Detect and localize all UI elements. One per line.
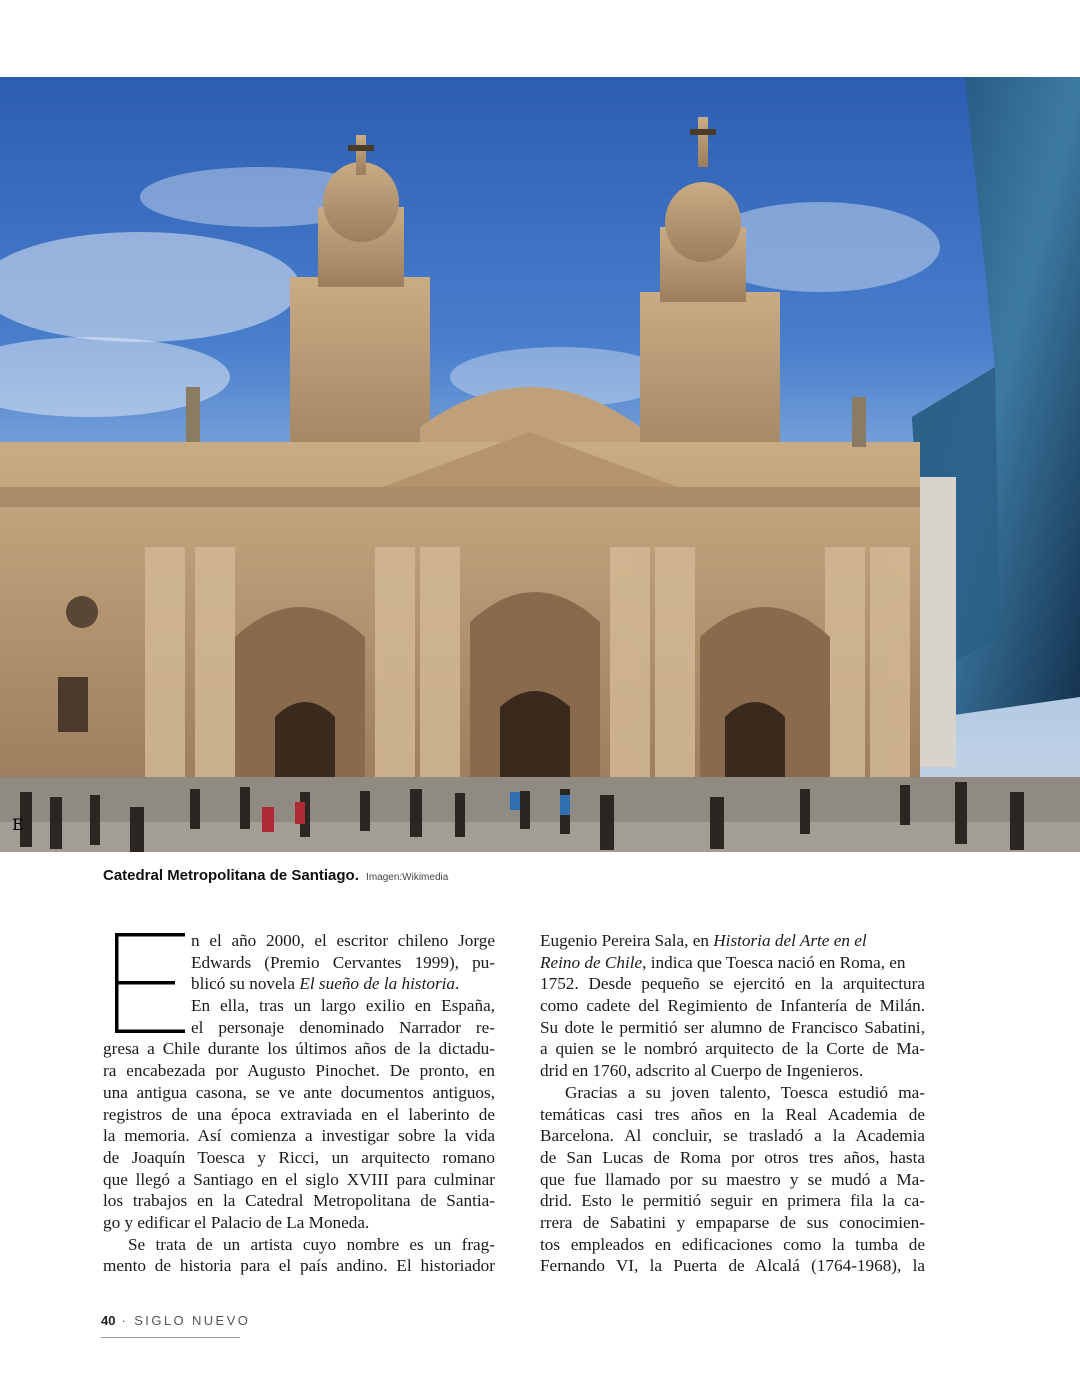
text-line: Se trata de un artista cuyo nombre es un frag- <box>128 1234 495 1254</box>
text-line: Fernando VI, la Puerta de Alcalá (1764-1968), la <box>540 1256 925 1276</box>
text-line: Barcelona. Al concluir, se trasladó a la Academia <box>540 1126 925 1146</box>
footer-rule <box>101 1337 240 1338</box>
text-line: Su dote le permitió ser alumno de Francisco Sabatini, <box>540 1017 925 1037</box>
text-line: gresa a Chile durante los últimos años de la dictadu- <box>103 1039 495 1059</box>
text-line: mento de historia para el país andino. El historiador <box>103 1256 495 1276</box>
text-line: ra encabezada por Augusto Pinochet. De pronto, en <box>103 1061 495 1081</box>
text-line: 1752. Desde pequeño se ejercitó en la arquitectura <box>540 974 925 994</box>
footer-separator: · <box>121 1313 129 1328</box>
article-column-right <box>540 930 925 1277</box>
text-line: Reino de Chile, indica que Toesca nació en Roma, en <box>540 952 906 972</box>
text-line: blicó su novela El sueño de la historia. <box>191 974 460 994</box>
text-line: tos empleados en edificaciones como la tumba de <box>540 1234 925 1254</box>
text-line: registros de una época extraviada en el laberinto de <box>103 1104 495 1124</box>
book-title: El sueño de la historia <box>299 974 455 994</box>
text-line: drid. Esto le permitió seguir en primera fila la ca- <box>540 1191 925 1211</box>
text-line: de San Lucas de Roma por otros tres años, hasta <box>540 1147 925 1167</box>
cathedral-photo <box>0 77 1080 852</box>
caption-credit: Imagen:Wikimedia <box>366 872 449 883</box>
article-column-left <box>103 930 495 1277</box>
page-footer <box>101 1313 250 1328</box>
text-line: como cadete del Regimiento de Infantería de Milán. <box>540 996 925 1016</box>
photo-caption <box>103 866 448 888</box>
book-title: Historia del Arte en el <box>713 931 867 950</box>
magazine-name: SIGLO NUEVO <box>134 1313 251 1328</box>
text-line: que fue llamado por su maestro y se mudó a Ma- <box>540 1169 925 1189</box>
text-line: a quien se le nombró arquitecto de la Corte de Ma- <box>540 1039 925 1059</box>
text-line: drid en 1760, adscrito al Cuerpo de Ingenieros. <box>540 1061 864 1081</box>
text-line: que llegó a Santiago en el siglo XVIII para culminar <box>103 1169 495 1189</box>
text-line: n el año 2000, el escritor chileno Jorge <box>191 931 495 950</box>
text-line: En ella, tras un largo exilio en España, <box>191 996 495 1016</box>
text-line: temáticas casi tres años en la Real Academia de <box>540 1104 925 1124</box>
text-line: Edwards (Premio Cervantes 1999), pu- <box>191 952 495 972</box>
text-line: una antigua casona, se ve ante documentos antiguos, <box>103 1082 495 1102</box>
book-title: Reino de Chile <box>540 952 643 972</box>
svg-text:E: E <box>12 815 24 834</box>
text-line: la memoria. Así comienza a investigar sobre la vida <box>103 1126 495 1146</box>
text-line: el personaje denominado Narrador re- <box>191 1017 495 1037</box>
text-line: go y edificar el Palacio de La Moneda. <box>103 1212 370 1232</box>
text-line: Gracias a su joven talento, Toesca estudió ma- <box>565 1082 925 1102</box>
text-line: de Joaquín Toesca y Ricci, un arquitecto romano <box>103 1147 495 1167</box>
caption-title: Catedral Metropolitana de Santiago. <box>103 867 359 884</box>
text-line: los trabajos en la Catedral Metropolitana de Santia- <box>103 1191 495 1211</box>
text-line: rrera de Sabatini y empaparse de sus conocimien- <box>540 1212 925 1232</box>
page-number: 40 <box>101 1313 116 1328</box>
text-line: Eugenio Pereira Sala, en Historia del Arte en el <box>540 931 867 950</box>
